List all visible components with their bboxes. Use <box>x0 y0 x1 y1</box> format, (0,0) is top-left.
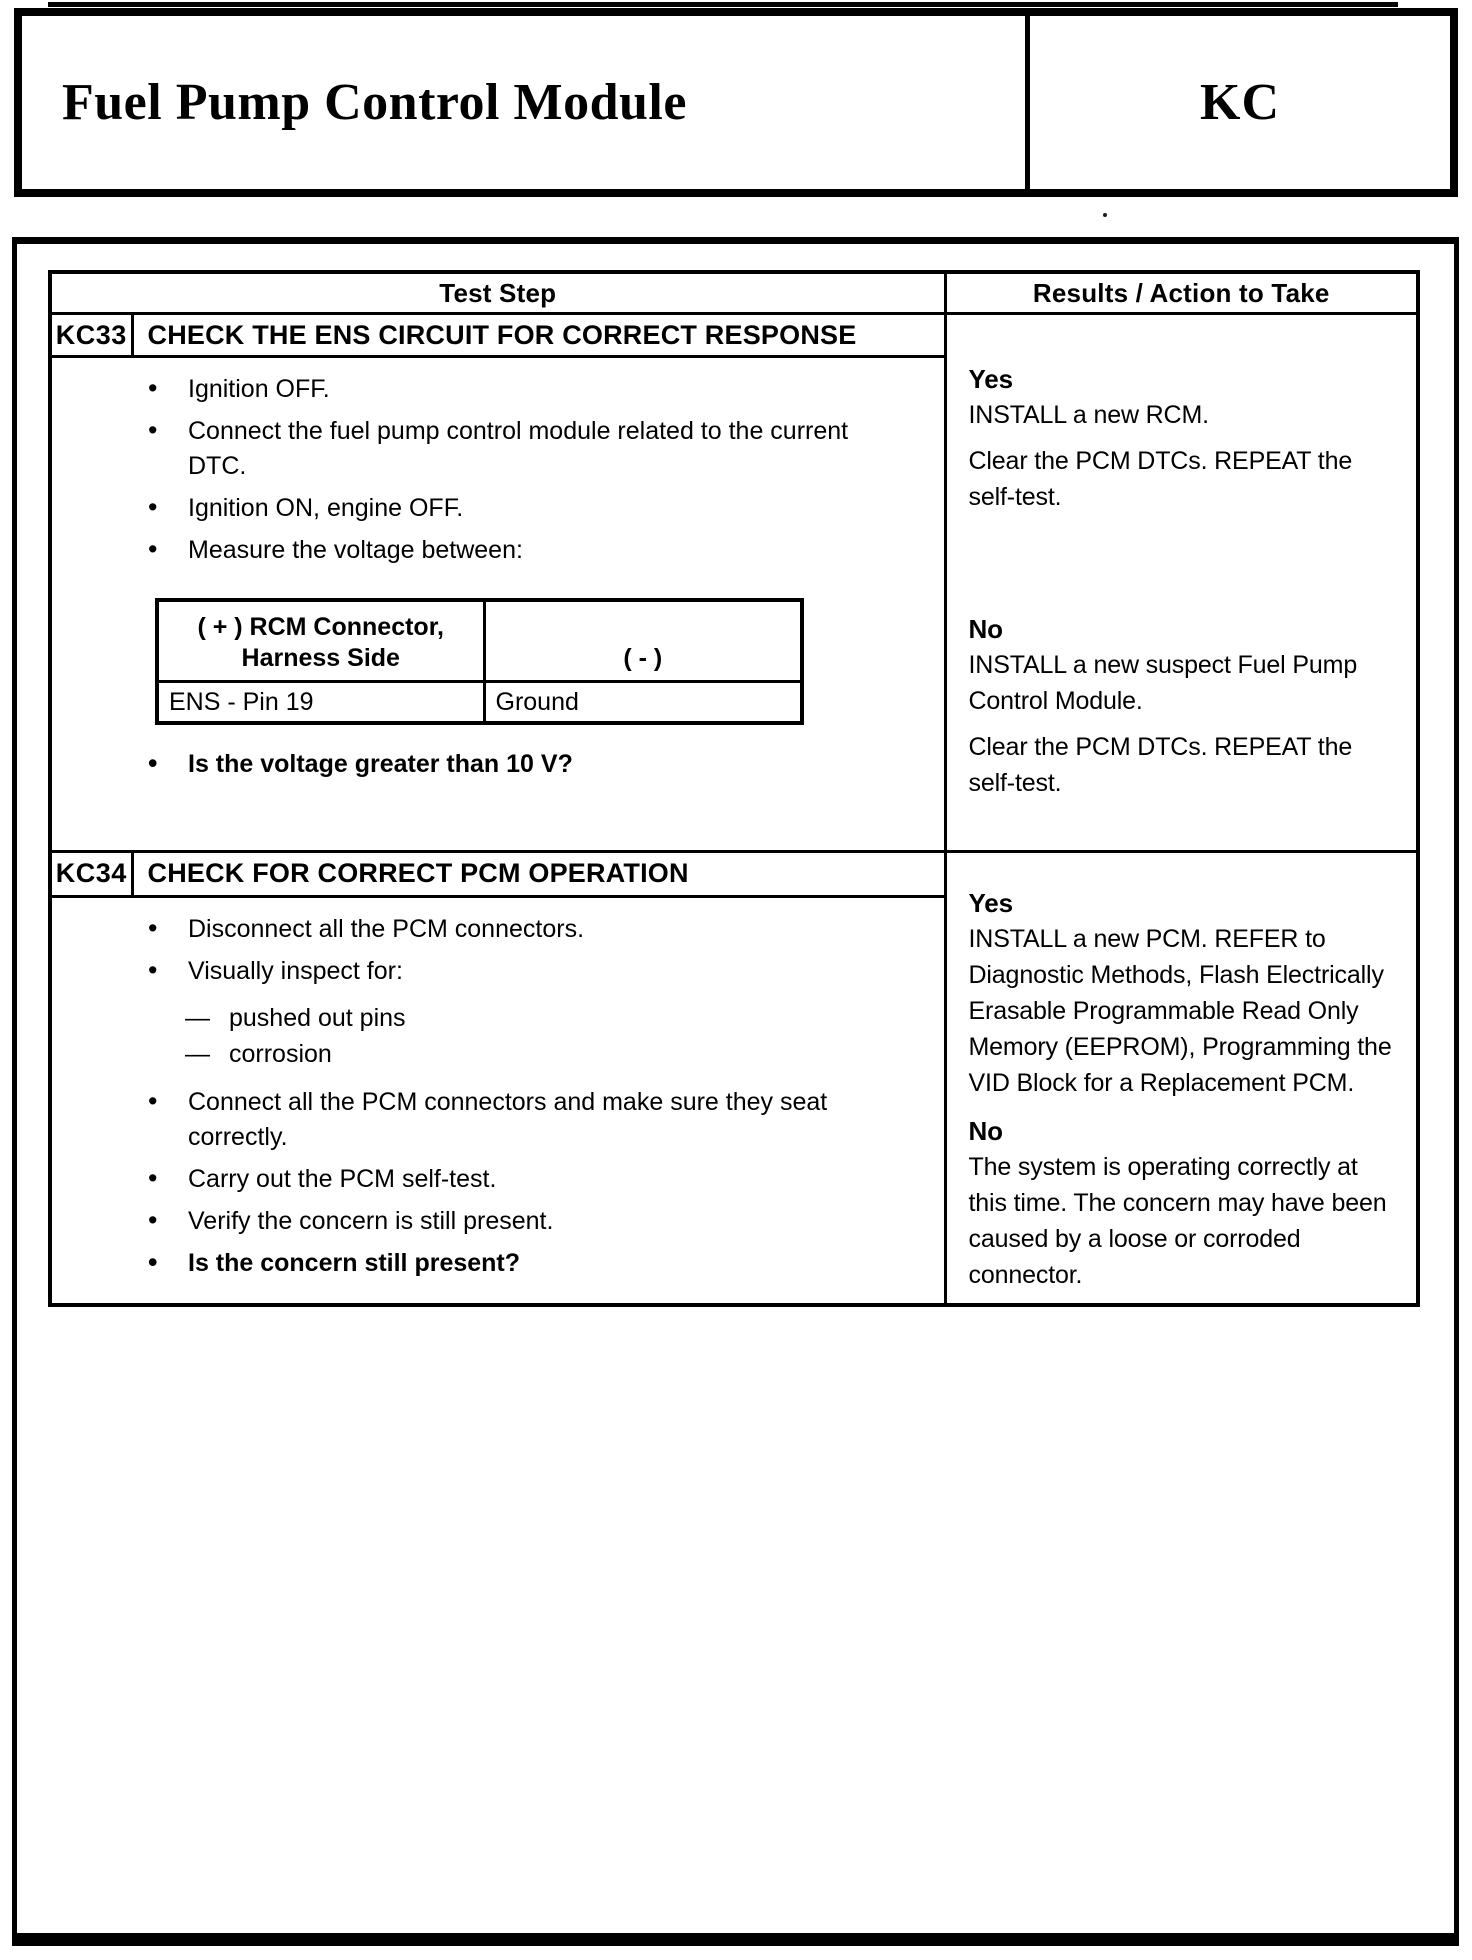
step-title-kc34: CHECK FOR CORRECT PCM OPERATION <box>132 852 945 897</box>
kc34-sub-item-1: — pushed out pins <box>52 1001 944 1035</box>
step-code-kc34: KC34 <box>50 852 132 897</box>
page-header-code-cell <box>1030 16 1450 189</box>
kc33-question: • Is the voltage greater than 10 V? <box>52 747 944 782</box>
content-box <box>12 237 1459 1946</box>
kc34-bullet-4: • Carry out the PCM self-test. <box>52 1162 944 1197</box>
kc34-bullet-2: • Visually inspect for: <box>52 954 944 989</box>
results-spacer <box>969 525 1401 611</box>
kc33-bullet-1: • Ignition OFF. <box>52 372 944 407</box>
step-body-kc34 <box>50 896 945 1305</box>
table-header-row <box>50 272 1418 314</box>
step-code-kc33: KC33 <box>50 314 132 357</box>
page-header-title-cell <box>22 16 1030 189</box>
results-cell-kc34 <box>945 852 1418 1306</box>
kc34-bullet-3: • Connect all the PCM connectors and make sure they seat correctly. <box>52 1085 944 1155</box>
step-kc33-title-row <box>50 314 1418 357</box>
page-header <box>14 8 1458 197</box>
voltage-positive-value: ENS - Pin 19 <box>157 682 484 724</box>
kc34-inspect-sublist <box>52 1001 944 1071</box>
kc34-bullet-1: • Disconnect all the PCM connectors. <box>52 912 944 947</box>
voltage-table-header-row <box>157 600 802 682</box>
kc33-yes-action-2: Clear the PCM DTCs. REPEAT the self-test. <box>968 447 1353 511</box>
kc33-bullet-3: • Ignition ON, engine OFF. <box>52 491 944 526</box>
step-kc34-title-row <box>50 852 1418 897</box>
kc33-yes-label: Yes <box>968 364 1013 394</box>
kc34-no-label: No <box>968 1116 1003 1146</box>
page-title: Fuel Pump Control Module <box>62 74 687 131</box>
kc34-yes-label: Yes <box>968 888 1013 918</box>
voltage-measurement-table <box>155 598 804 725</box>
kc33-bullet-2: • Connect the fuel pump control module related to the current DTC. <box>52 414 944 484</box>
step-title-kc33: CHECK THE ENS CIRCUIT FOR CORRECT RESPONSE <box>132 314 945 357</box>
voltage-negative-value: Ground <box>484 682 802 724</box>
diagnostic-table <box>48 270 1420 1307</box>
kc33-no-label: No <box>968 614 1003 644</box>
scan-edge-streak <box>48 2 1398 7</box>
kc33-no-action-1: INSTALL a new suspect Fuel Pump Control Module. <box>968 651 1358 715</box>
kc34-sub-item-2: — corrosion <box>52 1037 944 1071</box>
scan-speck <box>1103 213 1107 217</box>
kc34-yes-action-1: INSTALL a new PCM. REFER to Diagnostic Methods, Flash Electrically Erasable Programmable Read Only Memory (EEPROM), Programming the VID Block for a Replacement PCM. <box>968 925 1392 1097</box>
voltage-positive-header: ( + ) RCM Connector, Harness Side <box>157 600 484 682</box>
section-code: KC <box>1200 74 1280 131</box>
voltage-negative-header: ( - ) <box>484 600 802 682</box>
kc34-bullet-5: • Verify the concern is still present. <box>52 1204 944 1239</box>
column-header-results: Results / Action to Take <box>945 272 1418 314</box>
results-cell-kc33 <box>945 314 1418 852</box>
step-body-kc33 <box>50 357 945 852</box>
kc33-no-action-2: Clear the PCM DTCs. REPEAT the self-test. <box>968 733 1353 797</box>
kc33-yes-action-1: INSTALL a new RCM. <box>968 401 1209 429</box>
column-header-test-step: Test Step <box>50 272 945 314</box>
voltage-table-row <box>157 682 802 724</box>
kc33-bullet-4: • Measure the voltage between: <box>52 533 944 568</box>
kc34-question: • Is the concern still present? <box>52 1246 944 1281</box>
kc34-no-action-1: The system is operating correctly at this time. The concern may have been caused by a loose or corroded connector. <box>968 1153 1387 1289</box>
